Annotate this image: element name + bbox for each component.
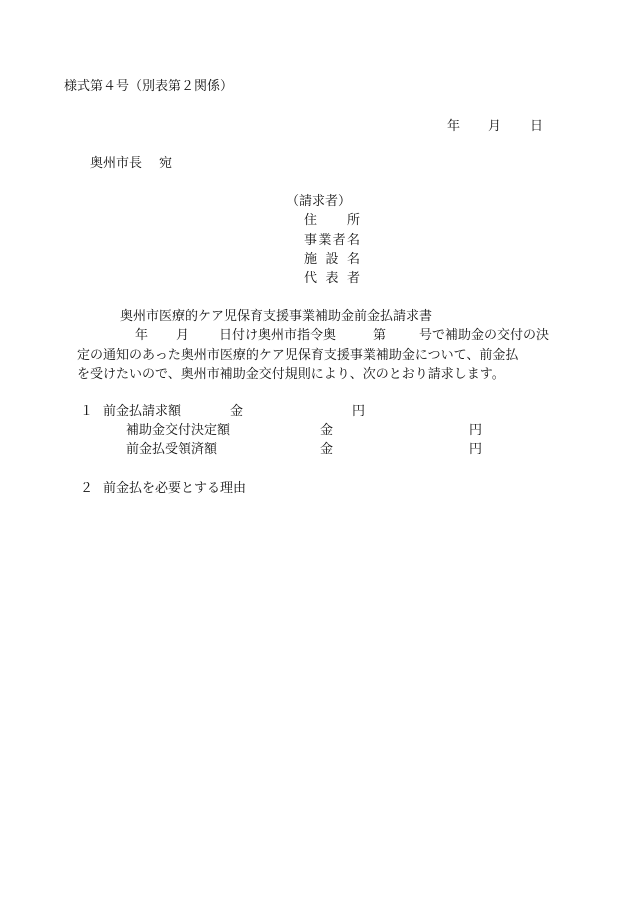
form-number: 様式第４号（別表第２関係） bbox=[64, 79, 234, 94]
subitem-received-en: 円 bbox=[469, 442, 483, 457]
body-line-2: 定の通知のあった奥州市医療的ケア児保育支援事業補助金について、前金払 bbox=[77, 348, 519, 363]
body-year-label: 年 bbox=[135, 328, 149, 343]
subitem-grant-decision-kin: 金 bbox=[320, 423, 334, 438]
date-day-label: 日 bbox=[530, 119, 544, 134]
date-month-label: 月 bbox=[488, 119, 502, 134]
body-number-label: 第 bbox=[373, 328, 387, 343]
date-year-label: 年 bbox=[447, 119, 461, 134]
body-month-label: 月 bbox=[176, 328, 190, 343]
body-line-1-rest: 号で補助金の交付の決 bbox=[419, 328, 550, 343]
item-1-en-label: 円 bbox=[352, 404, 366, 419]
addressee-suffix: 宛 bbox=[159, 156, 173, 171]
body-dated-text: 日付け奥州市指令奥 bbox=[219, 328, 337, 343]
subitem-received-kin: 金 bbox=[320, 442, 334, 457]
item-1-label: 前金払請求額 bbox=[103, 404, 182, 419]
claimant-facility-name-label: 施設名 bbox=[304, 252, 360, 267]
addressee-name: 奥州市長 bbox=[90, 156, 143, 171]
claimant-business-name-label: 事業者名 bbox=[304, 233, 360, 248]
item-1-number: １ bbox=[80, 404, 94, 419]
subitem-grant-decision-label: 補助金交付決定額 bbox=[126, 423, 231, 438]
subitem-received-label: 前金払受領済額 bbox=[126, 442, 218, 457]
document-title: 奥州市医療的ケア児保育支援事業補助金前金払請求書 bbox=[120, 309, 433, 324]
item-2-number: ２ bbox=[80, 481, 94, 496]
body-line-1 bbox=[0, 329, 630, 345]
claimant-heading: （請求者） bbox=[286, 194, 352, 209]
item-2-label: 前金払を必要とする理由 bbox=[103, 481, 247, 496]
claimant-representative-label: 代表者 bbox=[304, 271, 360, 286]
subitem-grant-decision-en: 円 bbox=[469, 423, 483, 438]
claimant-address-label: 住所 bbox=[304, 213, 360, 228]
item-1-kin-label: 金 bbox=[230, 404, 244, 419]
body-line-3: を受けたいので、奥州市補助金交付規則により、次のとおり請求します。 bbox=[77, 367, 505, 382]
